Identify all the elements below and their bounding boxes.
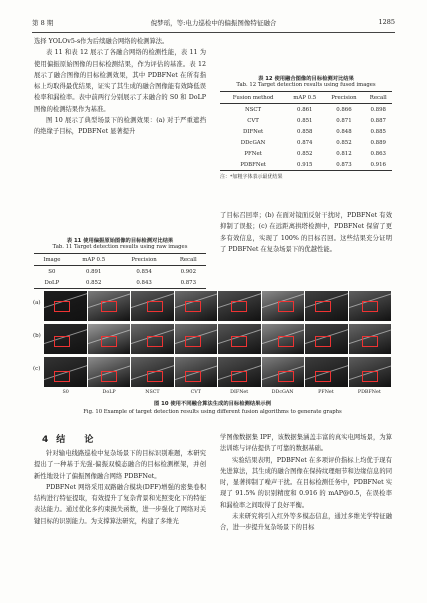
column-header: Image <box>43 256 61 263</box>
figure-caption-cn: 图 10 使用不同融合算法生成的目标检测结果示例 <box>154 401 271 407</box>
detection-result-image <box>305 357 348 387</box>
table-row <box>34 277 206 289</box>
detection-result-image <box>218 324 261 354</box>
table-cell: 0.902 <box>180 268 196 275</box>
table-cell: 0.852 <box>85 279 102 286</box>
running-title: 倪梦瑶，等:电力巡检中的偏振图像特征融合 <box>150 19 277 27</box>
detection-box <box>362 301 378 312</box>
issue-number: 第 8 期 <box>32 19 54 27</box>
detection-result-image <box>175 324 218 354</box>
column-header: Precision <box>331 94 357 101</box>
detection-result-image <box>262 357 305 387</box>
detection-result-image <box>349 357 392 387</box>
paragraph: 未来研究将引入红外等多模态信息，通过多维光学特征融合，进一步提升复杂场景下的目标 <box>220 513 392 532</box>
table-cell: 0.863 <box>370 150 386 157</box>
detection-box <box>231 336 247 347</box>
table-cell: 0.873 <box>336 161 352 168</box>
table-cell: DoLP <box>44 279 60 286</box>
paragraph: 了目标召回率；(b) 在面对镜面反射干扰时，PDBFNet 有效抑制了误报；(c) 在远距离拱塔检测中，PDBFNet 保留了更多有效信息，实现了 100% 的目标召回。这些结果充分证明了 PDBFNet 在复杂场景下的优越性能。 <box>220 212 392 253</box>
table-cell: 0.891 <box>85 268 102 275</box>
table-cell: 0.885 <box>370 128 386 135</box>
table-row <box>220 104 392 116</box>
detection-box <box>147 336 163 347</box>
table-cell: 0.843 <box>136 279 152 286</box>
detection-box <box>231 371 247 382</box>
table-cell: 0.866 <box>336 106 352 113</box>
table-cell: 0.874 <box>297 139 313 146</box>
table-cell: NSCT <box>245 106 262 113</box>
paragraph: 选择 YOLOv5-s作为后续融合网络的检测算法。 <box>34 38 169 45</box>
table-caption-cn: 表 12 使用融合图像的目标检测对比结果 <box>258 76 354 82</box>
detection-box <box>362 371 378 382</box>
detection-result-image <box>131 291 174 321</box>
row-label: (b) <box>33 333 41 339</box>
detection-box <box>315 301 331 312</box>
detection-result-image <box>88 357 131 387</box>
table-cell: PFNet <box>244 150 262 157</box>
table-cell: PDBFNet <box>240 161 266 168</box>
figure-row-c <box>34 357 391 387</box>
column-label: NSCT <box>145 390 160 395</box>
detection-box <box>278 301 294 312</box>
detection-result-image <box>349 291 392 321</box>
right-column-text <box>220 210 392 255</box>
table-caption-en: Tab. 11 Target detection results using raw images <box>52 244 188 250</box>
detection-result-image <box>175 291 218 321</box>
detection-box <box>147 371 163 382</box>
figure-column-labels <box>44 390 391 395</box>
page-number: 1285 <box>378 18 395 26</box>
column-label: DDcGAN <box>271 390 294 395</box>
detection-result-image <box>131 357 174 387</box>
column-label: PDBFNet <box>357 390 381 395</box>
table-caption-cn: 表 11 使用偏振原始图像的目标检测对比结果 <box>66 238 174 244</box>
column-header: Recall <box>369 94 387 101</box>
detection-box <box>147 301 163 312</box>
detection-box <box>54 301 70 312</box>
table-cell: 0.898 <box>370 106 386 113</box>
paragraph: 学图像数据集 IPF，该数据集涵盖丰富的真实电网场景，为算法训练与评估提供了可靠的数据基础。 <box>220 434 392 453</box>
detection-box <box>185 371 201 382</box>
detection-result-image <box>44 357 87 387</box>
table-cell: 0.873 <box>180 279 196 286</box>
table-cell: DDcGAN <box>240 139 266 146</box>
detection-result-image <box>305 291 348 321</box>
detection-box <box>101 301 117 312</box>
table-cell: 0.851 <box>297 117 313 124</box>
column-header: Recall <box>179 256 197 263</box>
detection-box <box>315 336 331 347</box>
table-row <box>34 266 206 278</box>
column-label: DIFNet <box>230 390 249 395</box>
detection-result-image <box>262 291 305 321</box>
table-row <box>220 148 392 159</box>
column-label: DoLP <box>102 390 116 395</box>
column-header: mAP 0.5 <box>82 256 106 263</box>
table-cell: 0.887 <box>370 117 386 124</box>
table-row <box>220 159 392 171</box>
detection-result-image <box>88 324 131 354</box>
row-label: (a) <box>33 300 41 306</box>
column-header: mAP 0.5 <box>293 94 317 101</box>
detection-result-image <box>175 357 218 387</box>
detection-box <box>231 301 247 312</box>
detection-box <box>185 301 201 312</box>
header-rule <box>32 32 395 33</box>
table-caption-en: Tab. 12 Target detection results using fused images <box>236 82 376 88</box>
table-cell: S0 <box>48 268 56 275</box>
column-header: Precision <box>131 256 157 263</box>
table-cell: 0.852 <box>297 150 313 157</box>
table-cell: 0.858 <box>297 128 313 135</box>
detection-result-image <box>349 324 392 354</box>
table-cell: DIFNet <box>242 128 264 135</box>
detection-result-image <box>305 324 348 354</box>
column-label: CVT <box>190 390 201 395</box>
table-row <box>220 137 392 148</box>
section-title: 结 论 <box>56 435 102 445</box>
left-column-text <box>34 36 206 138</box>
detection-result-image <box>88 291 131 321</box>
detection-box <box>101 371 117 382</box>
paragraph: 表 11 和表 12 展示了各融合网络的检测性能，表 11 为使用偏振原始图像的目标检测结果，作为评估的基准。表 12 展示了融合图像的目标检测效果，其中 PDBFNet 在所有指标上均取得最优结果，证实了其生成的融合图像能有效降低误检率和漏检率。表中前两行分别展示了未融合的 S0 和 DoLP 图像的检测结果作为基准。 <box>34 49 206 113</box>
paragraph: 实验结果表明，PDBFNet 在多项评价指标上均优于现有先进算法，其生成的融合图像在保持纹理细节和边缘信息的同时，显著抑制了噪声干扰。在目标检测任务中，PDBFNet 实现了 91.5% 的识别精度和 0.916 的 mAP@0.5，在误检率和漏检率之间取得了良好平衡。 <box>220 456 392 509</box>
section-heading <box>42 432 101 445</box>
detection-result-image <box>218 291 261 321</box>
table-row <box>220 126 392 137</box>
detection-box <box>362 336 378 347</box>
column-header: Fusion method <box>232 94 274 101</box>
figure-row-b <box>34 324 391 354</box>
section-number: 4 <box>42 435 57 445</box>
table-11 <box>34 236 206 289</box>
conclusion-left <box>34 448 206 527</box>
paragraph: 针对输电线路巡检中复杂场景下的目标识别难题，本研究提出了一种基于光强-偏振双模态融合的目标检测框架，并创新性地设计了偏振图像融合网络 PDBFNet。 <box>34 450 206 480</box>
table-cell: 0.915 <box>297 161 313 168</box>
table-cell: 0.848 <box>336 128 352 135</box>
detection-box <box>278 371 294 382</box>
detection-result-image <box>218 357 261 387</box>
paragraph: PDBFNet 网络采用双路融合模块(DFF)增强的密集卷积结构进行特征提取，有效提升了复杂背景和光照变化下的特征表达能力。通过优化多约束损失函数，进一步强化了网络对关键目标的识别能力。为支撑算法研究，构建了多维光 <box>34 483 206 525</box>
detection-result-image <box>44 324 87 354</box>
detection-box <box>54 336 70 347</box>
table-cell: 0.889 <box>370 139 386 146</box>
table-cell: 0.854 <box>136 268 152 275</box>
detection-box <box>101 336 117 347</box>
table-cell: 0.861 <box>297 106 313 113</box>
table-cell: CVT <box>247 117 259 124</box>
conclusion-right <box>220 432 392 534</box>
table-cell: 0.852 <box>336 139 352 146</box>
paragraph: 图 10 展示了典型场景下的检测效果：(a) 对于严重遮挡的绝缘子目标，PDBFNet 显著提升 <box>34 117 206 136</box>
detection-result-image <box>262 324 305 354</box>
figure-row-a <box>34 291 391 321</box>
figure-caption-en: Fig. 10 Example of target detection results using different fusion algorithms to generate graphs <box>83 409 342 415</box>
table-row <box>220 115 392 126</box>
detection-result-image <box>44 291 87 321</box>
detection-box <box>54 371 70 382</box>
detection-result-image <box>131 324 174 354</box>
detection-box <box>278 336 294 347</box>
row-label: (c) <box>33 366 41 372</box>
table-note: 注：*加粗字体表示最优结果 <box>220 174 283 180</box>
detection-box <box>315 371 331 382</box>
column-label: PFNet <box>318 390 334 395</box>
table-cell: 0.871 <box>336 117 352 124</box>
table-12 <box>220 74 392 180</box>
table-cell: 0.812 <box>336 150 352 157</box>
table-cell: 0.916 <box>370 161 386 168</box>
detection-box <box>185 336 201 347</box>
column-label: S0 <box>62 390 69 395</box>
page-header <box>32 18 395 30</box>
